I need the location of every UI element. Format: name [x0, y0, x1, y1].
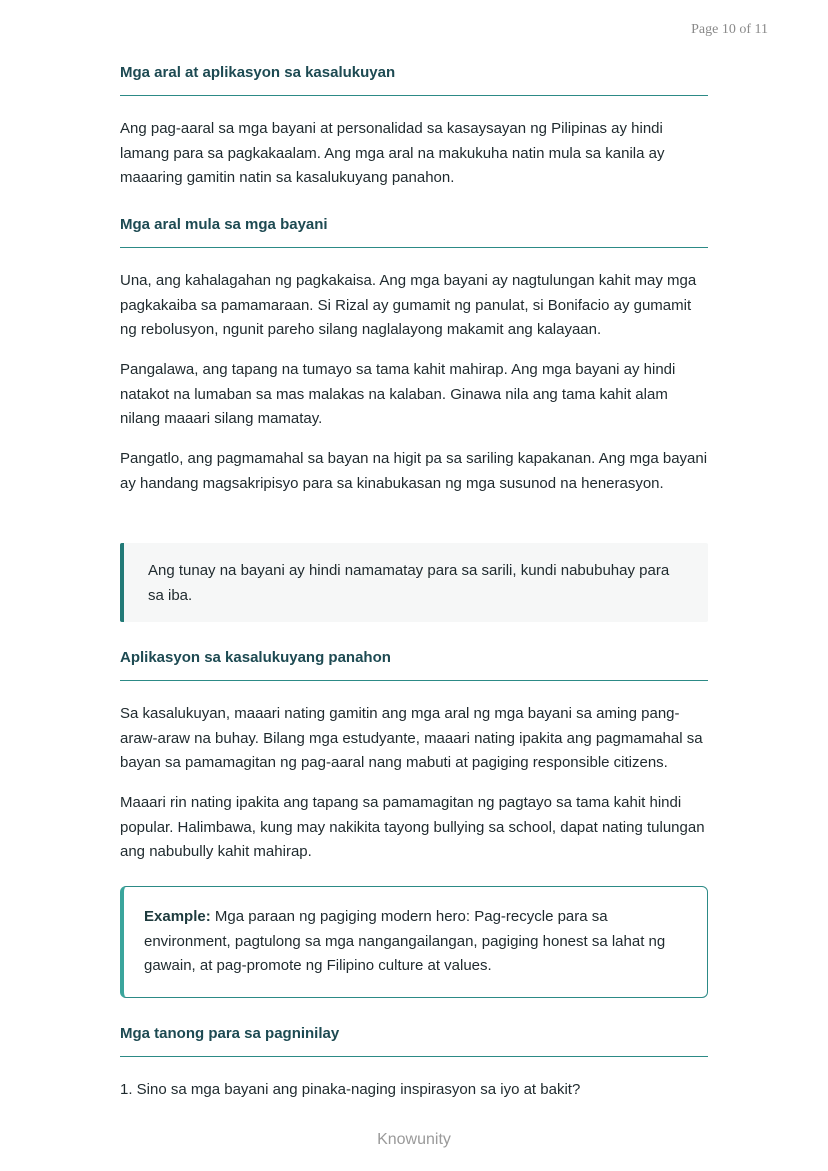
- section-heading-tanong: Mga tanong para sa pagninilay: [120, 1025, 708, 1057]
- example-label: Example:: [144, 908, 211, 925]
- lesson-paragraph-1: Una, ang kahalagahan ng pagkakaisa. Ang mga bayani ay nagtulungan kahit may mga pagkakaiba sa pamamaraan. Si Rizal ay gumamit ng panulat, si Bonifacio ay gumamit ng rebolusyon, ngunit pareho silang naglalayong makamit ang kalayaan.: [120, 272, 697, 338]
- application-paragraph-1: Sa kasalukuyan, maaari nating gamitin ang mga aral ng mga bayani sa aming pang-araw-araw na buhay. Bilang mga estudyante, maaari nating ipakita ang pagmamahal sa bayan sa pamamagitan ng pag-aaral nang mabuti at pagiging responsible citizens.: [120, 705, 703, 771]
- intro-paragraph: Ang pag-aaral sa mga bayani at personalidad sa kasaysayan ng Pilipinas ay hindi lamang para sa pagkakaalam. Ang mga aral na makukuha natin mula sa kanila ay maaaring gamitin natin sa kasalukuyang panahon.: [120, 120, 665, 186]
- lesson-paragraph-3: Pangatlo, ang pagmamahal sa bayan na higit pa sa sariling kapakanan. Ang mga bayani ay handang magsakripisyo para sa kinabukasan ng mga susunod na henerasyon.: [120, 450, 708, 492]
- quote-text: Ang tunay na bayani ay hindi namamatay para sa sarili, kundi nabubuhay para sa iba.: [148, 562, 670, 604]
- example-content: [144, 905, 685, 979]
- section-heading-aral-bayani: Mga aral mula sa mga bayani: [120, 216, 708, 248]
- page-number: Page 10 of 11: [691, 22, 768, 37]
- quote-block: [120, 543, 708, 622]
- footer-brand: Knowunity: [377, 1131, 451, 1148]
- section-heading-aplikasyon: Aplikasyon sa kasalukuyang panahon: [120, 649, 708, 681]
- example-callout: [120, 886, 708, 998]
- example-text: Mga paraan ng pagiging modern hero: Pag-recycle para sa environment, pagtulong sa mga nangangailangan, pagiging honest sa lahat ng gawain, at pag-promote ng Filipino culture at values.: [144, 908, 666, 974]
- question-item-1: 1. Sino sa mga bayani ang pinaka-naging inspirasyon sa iyo at bakit?: [120, 1081, 581, 1098]
- section-heading-aral-aplikasyon: Mga aral at aplikasyon sa kasalukuyan: [120, 64, 708, 96]
- lesson-paragraph-2: Pangalawa, ang tapang na tumayo sa tama kahit mahirap. Ang mga bayani ay hindi natakot na lumaban sa mas malakas na kalaban. Ginawa nila ang tama kahit alam nilang maaari silang mamatay.: [120, 361, 676, 427]
- application-paragraph-2: Maaari rin nating ipakita ang tapang sa pamamagitan ng pagtayo sa tama kahit hindi popular. Halimbawa, kung may nakikita tayong bullying sa school, dapat nating tulungan ang nabubully kahit mahirap.: [120, 794, 705, 860]
